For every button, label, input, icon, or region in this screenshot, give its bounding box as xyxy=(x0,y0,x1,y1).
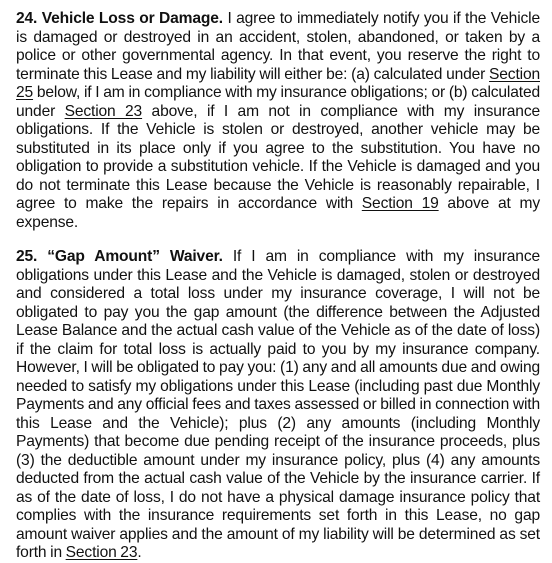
section-text: . xyxy=(137,544,142,561)
section-24-vehicle-loss xyxy=(16,10,540,232)
lease-document xyxy=(16,10,540,563)
section-23-reference: Section 23 xyxy=(65,544,138,561)
section-text: If I am in compliance with my insurance obligations under this Lease and the Vehicle is damaged, stolen or destroyed and considered a total loss under my insurance coverage, I will not be obligated to pay you the gap amount (the difference between the Adjusted Lease Balance and the actual cash value of the Vehicle as of the date of loss) if the claim for total loss is actually paid to you by my insurance company. However, I will be obligated to pay you: (1) any and all amounts due and owing needed to satisfy my obligations under this Lease (including past due Monthly Payments and any official fees and taxes assessed or billed in connection with this Lease and the Vehicle); plus (2) any amounts (including Monthly Payments) that become due pending receipt of the insurance proceeds, plus (3) the deductible amount under my insurance policy, plus (4) any amounts deducted from the actual cash value of the Vehicle by the insurance carrier. If as of the date of loss, I do not have a physical damage insurance policy that complies with the insurance requirements set forth in this Lease, no gap amount waiver applies and the amount of my liability will be determined as set forth in xyxy=(16,248,541,561)
section-text: below, if I am in compliance with my insurance obligations; or (b) calculated under xyxy=(16,84,540,120)
section-23-reference: Section 23 xyxy=(64,102,143,120)
section-25-reference: Section 25 xyxy=(16,65,540,101)
section-text: above, if I am not in compliance with my insurance obligations. If the Vehicle is stolen or destroyed, another vehicle may be substituted in its place only if you agree to the substitution. You have no obligation to provide a substitution vehicle. If the Vehicle is damaged and you do not terminate this Lease because the Vehicle is reasonably repairable, I agree to make the repairs in accordance with xyxy=(16,102,540,212)
section-25-gap-amount-waiver xyxy=(16,248,540,563)
section-text: I agree to immediately notify you if the Vehicle is damaged or destroyed in an accident, stolen, abandoned, or taken by a police or other governmental agency. In that event, you reserve the right to terminate this Lease and my liability will either be: (a) calculated under xyxy=(16,10,540,83)
section-text: above at my expense. xyxy=(16,195,540,231)
section-heading: 25. “Gap Amount” Waiver. xyxy=(16,248,223,265)
section-heading: 24. Vehicle Loss or Damage. xyxy=(16,10,223,27)
section-19-reference: Section 19 xyxy=(361,195,439,212)
